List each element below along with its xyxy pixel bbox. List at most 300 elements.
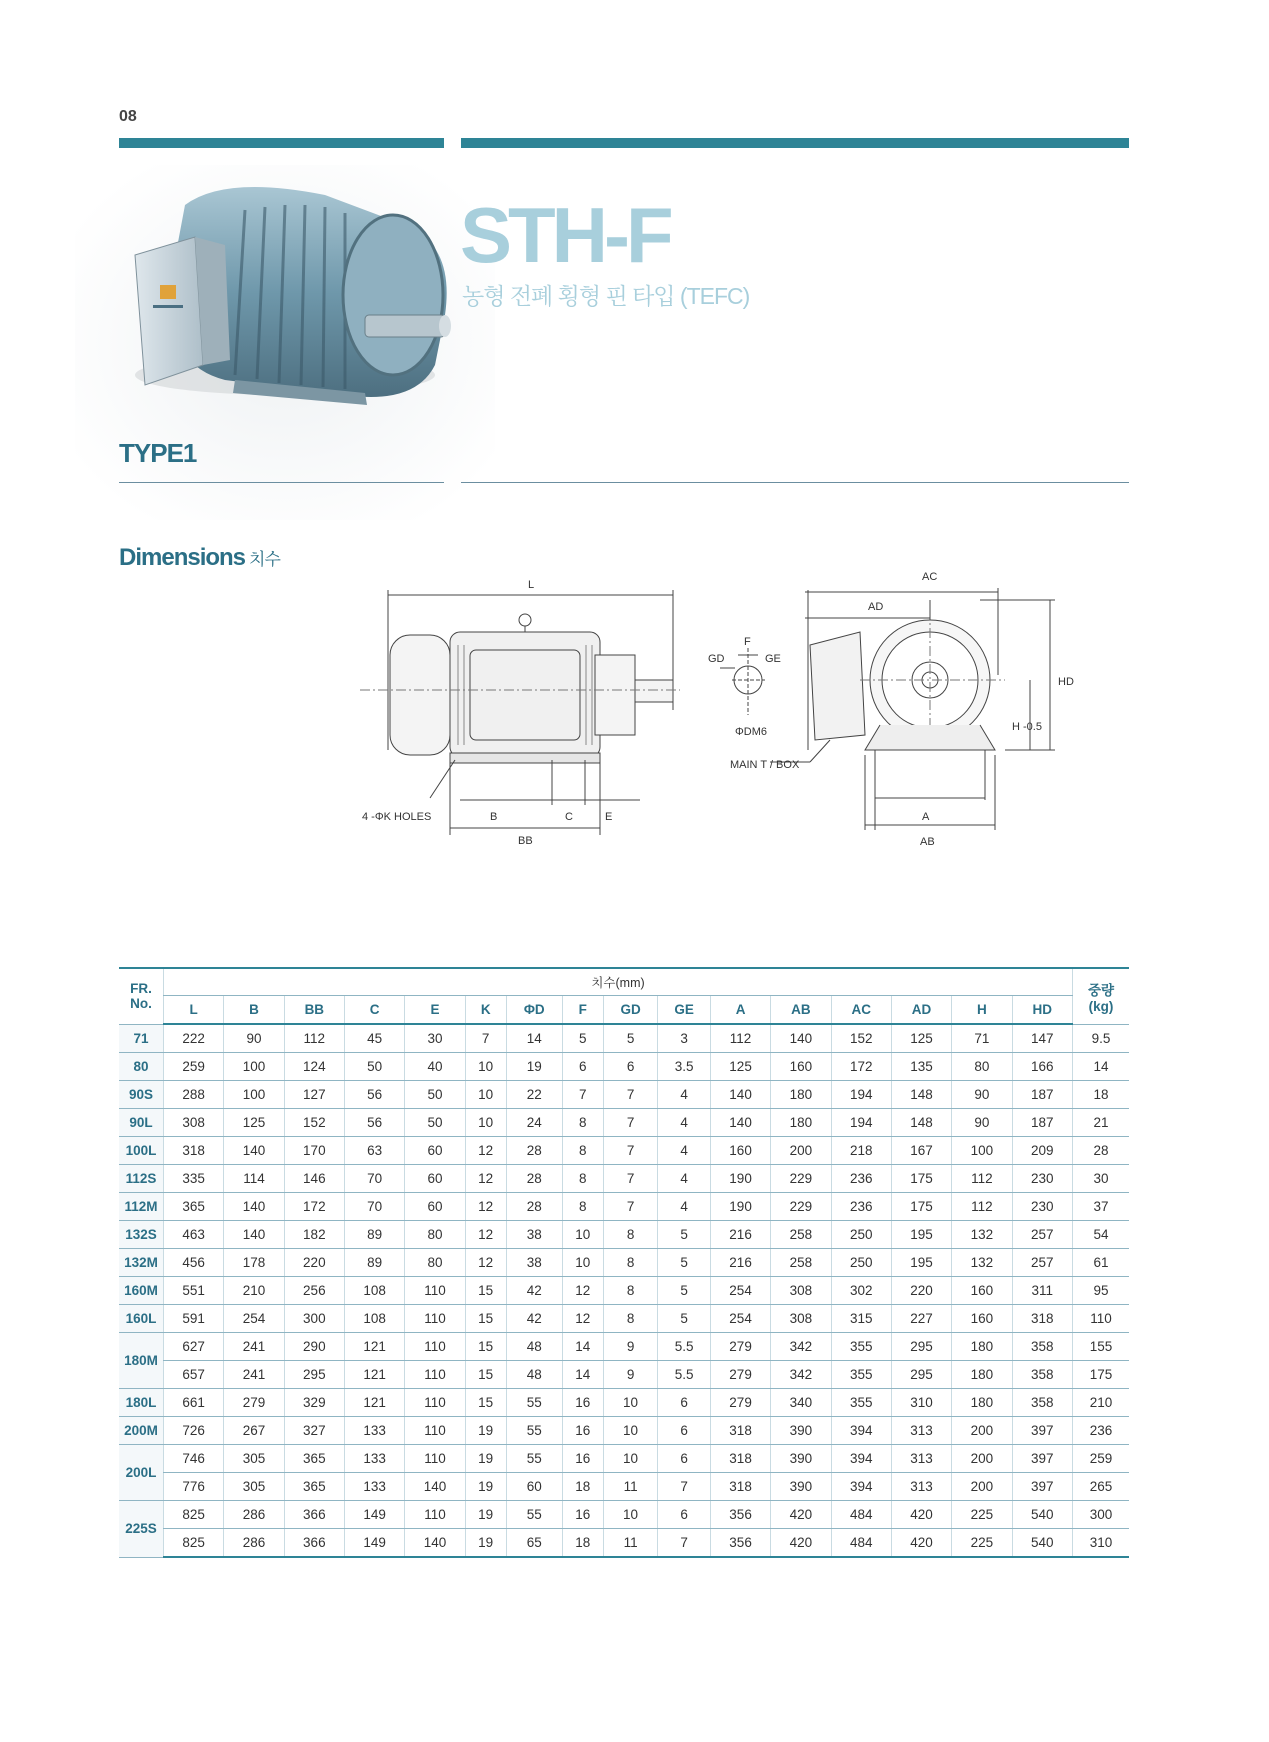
table-cell: 200 — [952, 1473, 1012, 1501]
table-cell: 7 — [603, 1137, 657, 1165]
label-DM6: ΦDM6 — [735, 726, 768, 738]
table-cell: 254 — [224, 1305, 284, 1333]
table-cell: 279 — [710, 1333, 770, 1361]
table-cell: 140 — [405, 1473, 465, 1501]
divider-right — [461, 482, 1129, 483]
table-cell: 19 — [465, 1501, 506, 1529]
table-cell: 160 — [952, 1277, 1012, 1305]
table-cell: 746 — [164, 1445, 224, 1473]
frame-number: 132M — [119, 1249, 164, 1277]
table-cell: 10 — [465, 1109, 506, 1137]
table-cell: 152 — [284, 1109, 344, 1137]
table-cell: 254 — [710, 1305, 770, 1333]
table-cell: 726 — [164, 1417, 224, 1445]
table-cell: 12 — [562, 1277, 603, 1305]
table-cell: 3.5 — [658, 1053, 711, 1081]
table-cell: 100 — [224, 1053, 284, 1081]
table-cell: 315 — [831, 1305, 891, 1333]
type-label: TYPE1 — [119, 438, 197, 468]
table-cell: 318 — [710, 1445, 770, 1473]
frame-number: 160L — [119, 1305, 164, 1333]
table-cell: 125 — [710, 1053, 770, 1081]
frame-number: 200M — [119, 1417, 164, 1445]
table-cell: 216 — [710, 1249, 770, 1277]
table-cell: 60 — [405, 1165, 465, 1193]
table-cell: 5.5 — [658, 1333, 711, 1361]
table-cell: 10 — [562, 1221, 603, 1249]
table-cell: 14 — [506, 1024, 562, 1053]
table-cell: 21 — [1073, 1109, 1130, 1137]
label-B: B — [490, 811, 498, 823]
table-cell: 18 — [1073, 1081, 1130, 1109]
divider-left — [119, 482, 444, 483]
table-cell: 288 — [164, 1081, 224, 1109]
table-cell: 5 — [658, 1277, 711, 1305]
table-cell: 308 — [771, 1305, 831, 1333]
table-cell: 175 — [891, 1165, 951, 1193]
frame-number: 80 — [119, 1053, 164, 1081]
table-cell: 14 — [562, 1333, 603, 1361]
table-cell: 225 — [952, 1529, 1012, 1558]
table-cell: 355 — [831, 1389, 891, 1417]
table-cell: 6 — [562, 1053, 603, 1081]
table-cell: 110 — [405, 1361, 465, 1389]
table-cell: 55 — [506, 1389, 562, 1417]
table-row — [119, 1137, 1129, 1165]
table-cell: 110 — [405, 1277, 465, 1305]
table-cell: 194 — [831, 1081, 891, 1109]
table-cell: 236 — [1073, 1417, 1130, 1445]
table-cell: 8 — [562, 1193, 603, 1221]
table-cell: 38 — [506, 1249, 562, 1277]
table-cell: 19 — [506, 1053, 562, 1081]
table-cell: 133 — [344, 1445, 404, 1473]
frame-number: 100L — [119, 1137, 164, 1165]
table-cell: 7 — [658, 1473, 711, 1501]
table-cell: 356 — [710, 1501, 770, 1529]
table-cell: 209 — [1012, 1137, 1072, 1165]
table-cell: 776 — [164, 1473, 224, 1501]
table-cell: 5 — [658, 1305, 711, 1333]
table-cell: 257 — [1012, 1249, 1072, 1277]
table-cell: 195 — [891, 1221, 951, 1249]
table-cell: 8 — [603, 1277, 657, 1305]
table-cell: 133 — [344, 1473, 404, 1501]
table-cell: 6 — [658, 1445, 711, 1473]
table-cell: 70 — [344, 1165, 404, 1193]
column-header: ΦD — [506, 996, 562, 1025]
table-cell: 420 — [891, 1501, 951, 1529]
table-cell: 180 — [952, 1333, 1012, 1361]
column-header: AC — [831, 996, 891, 1025]
weight-label: 중량 — [1087, 982, 1115, 998]
table-cell: 366 — [284, 1529, 344, 1558]
column-header: K — [465, 996, 506, 1025]
frame-number: 200L — [119, 1445, 164, 1501]
table-cell: 591 — [164, 1305, 224, 1333]
table-cell: 149 — [344, 1501, 404, 1529]
table-cell: 394 — [831, 1445, 891, 1473]
table-cell: 55 — [506, 1501, 562, 1529]
table-cell: 12 — [465, 1221, 506, 1249]
frame-number: 112S — [119, 1165, 164, 1193]
table-cell: 112 — [952, 1165, 1012, 1193]
column-header: AD — [891, 996, 951, 1025]
table-cell: 187 — [1012, 1109, 1072, 1137]
table-cell: 112 — [710, 1024, 770, 1053]
table-cell: 149 — [344, 1529, 404, 1558]
table-cell: 340 — [771, 1389, 831, 1417]
table-cell: 180 — [952, 1389, 1012, 1417]
table-cell: 318 — [710, 1473, 770, 1501]
table-cell: 140 — [405, 1529, 465, 1558]
table-cell: 10 — [603, 1417, 657, 1445]
table-cell: 12 — [465, 1193, 506, 1221]
table-cell: 112 — [952, 1193, 1012, 1221]
table-cell: 397 — [1012, 1417, 1072, 1445]
header-dimensions: 치수(mm) — [164, 968, 1073, 996]
table-cell: 200 — [771, 1137, 831, 1165]
table-cell: 11 — [603, 1529, 657, 1558]
table-cell: 140 — [224, 1193, 284, 1221]
table-cell: 108 — [344, 1305, 404, 1333]
table-cell: 265 — [1073, 1473, 1130, 1501]
table-cell: 222 — [164, 1024, 224, 1053]
table-cell: 30 — [405, 1024, 465, 1053]
table-cell: 195 — [891, 1249, 951, 1277]
table-cell: 230 — [1012, 1193, 1072, 1221]
label-BB: BB — [518, 835, 533, 847]
table-cell: 100 — [224, 1081, 284, 1109]
table-cell: 108 — [344, 1277, 404, 1305]
table-row — [119, 1445, 1129, 1473]
table-cell: 80 — [405, 1249, 465, 1277]
table-cell: 355 — [831, 1361, 891, 1389]
table-cell: 42 — [506, 1277, 562, 1305]
table-cell: 200 — [952, 1417, 1012, 1445]
table-cell: 112 — [284, 1024, 344, 1053]
table-cell: 5 — [603, 1024, 657, 1053]
table-cell: 463 — [164, 1221, 224, 1249]
table-cell: 236 — [831, 1193, 891, 1221]
table-cell: 63 — [344, 1137, 404, 1165]
table-cell: 295 — [284, 1361, 344, 1389]
table-cell: 7 — [603, 1165, 657, 1193]
table-cell: 327 — [284, 1417, 344, 1445]
table-row — [119, 1501, 1129, 1529]
table-cell: 15 — [465, 1277, 506, 1305]
table-cell: 220 — [284, 1249, 344, 1277]
table-cell: 167 — [891, 1137, 951, 1165]
table-cell: 229 — [771, 1165, 831, 1193]
table-cell: 140 — [224, 1221, 284, 1249]
table-cell: 18 — [562, 1473, 603, 1501]
table-cell: 358 — [1012, 1333, 1072, 1361]
table-cell: 146 — [284, 1165, 344, 1193]
table-cell: 397 — [1012, 1445, 1072, 1473]
table-cell: 6 — [658, 1389, 711, 1417]
table-cell: 180 — [771, 1109, 831, 1137]
table-cell: 56 — [344, 1081, 404, 1109]
table-cell: 172 — [831, 1053, 891, 1081]
table-cell: 8 — [562, 1137, 603, 1165]
table-cell: 10 — [603, 1501, 657, 1529]
frame-number: 71 — [119, 1024, 164, 1053]
table-cell: 236 — [831, 1165, 891, 1193]
table-cell: 305 — [224, 1445, 284, 1473]
table-cell: 241 — [224, 1361, 284, 1389]
table-cell: 9 — [603, 1361, 657, 1389]
table-cell: 6 — [603, 1053, 657, 1081]
table-cell: 7 — [562, 1081, 603, 1109]
table-cell: 456 — [164, 1249, 224, 1277]
table-cell: 329 — [284, 1389, 344, 1417]
table-cell: 60 — [405, 1137, 465, 1165]
dimensions-title-kr: 치수 — [249, 550, 280, 569]
table-cell: 286 — [224, 1501, 284, 1529]
table-cell: 216 — [710, 1221, 770, 1249]
table-cell: 218 — [831, 1137, 891, 1165]
table-cell: 18 — [562, 1529, 603, 1558]
table-cell: 12 — [465, 1137, 506, 1165]
table-cell: 390 — [771, 1445, 831, 1473]
table-cell: 5.5 — [658, 1361, 711, 1389]
table-cell: 342 — [771, 1361, 831, 1389]
table-cell: 15 — [465, 1389, 506, 1417]
table-cell: 8 — [603, 1305, 657, 1333]
table-cell: 15 — [465, 1361, 506, 1389]
header-weight — [1073, 968, 1130, 1024]
table-cell: 65 — [506, 1529, 562, 1558]
table-cell: 80 — [952, 1053, 1012, 1081]
table-cell: 56 — [344, 1109, 404, 1137]
table-cell: 140 — [710, 1081, 770, 1109]
label-F: F — [744, 636, 751, 648]
table-cell: 7 — [603, 1193, 657, 1221]
table-row — [119, 1249, 1129, 1277]
table-cell: 397 — [1012, 1473, 1072, 1501]
table-cell: 180 — [771, 1081, 831, 1109]
table-row — [119, 1109, 1129, 1137]
table-cell: 390 — [771, 1473, 831, 1501]
table-cell: 172 — [284, 1193, 344, 1221]
table-cell: 14 — [562, 1361, 603, 1389]
table-cell: 5 — [658, 1221, 711, 1249]
table-cell: 6 — [658, 1417, 711, 1445]
table-cell: 7 — [658, 1529, 711, 1558]
column-header: H — [952, 996, 1012, 1025]
table-cell: 540 — [1012, 1529, 1072, 1558]
table-cell: 365 — [284, 1445, 344, 1473]
table-cell: 60 — [506, 1473, 562, 1501]
table-cell: 295 — [891, 1361, 951, 1389]
label-E: E — [605, 811, 613, 823]
table-cell: 366 — [284, 1501, 344, 1529]
table-cell: 313 — [891, 1445, 951, 1473]
table-cell: 250 — [831, 1221, 891, 1249]
table-row — [119, 1333, 1129, 1361]
table-cell: 225 — [952, 1501, 1012, 1529]
table-cell: 825 — [164, 1529, 224, 1558]
frame-number: 90S — [119, 1081, 164, 1109]
table-cell: 50 — [344, 1053, 404, 1081]
table-cell: 125 — [891, 1024, 951, 1053]
table-cell: 95 — [1073, 1277, 1130, 1305]
table-row — [119, 1081, 1129, 1109]
model-subtitle: 농형 전폐 횡형 핀 타입 (TEFC) — [462, 283, 750, 309]
table-cell: 12 — [465, 1165, 506, 1193]
label-main-box: MAIN T / BOX — [730, 759, 800, 771]
table-cell: 55 — [506, 1445, 562, 1473]
table-cell: 657 — [164, 1361, 224, 1389]
column-header: A — [710, 996, 770, 1025]
dimensions-title: Dimensions — [119, 544, 246, 571]
table-cell: 259 — [1073, 1445, 1130, 1473]
label-A: A — [922, 811, 930, 823]
table-cell: 310 — [891, 1389, 951, 1417]
table-cell: 100 — [952, 1137, 1012, 1165]
table-cell: 110 — [405, 1305, 465, 1333]
table-cell: 55 — [506, 1417, 562, 1445]
table-cell: 48 — [506, 1361, 562, 1389]
column-header: B — [224, 996, 284, 1025]
label-H: H -0.5 — [1012, 721, 1042, 733]
table-cell: 16 — [562, 1389, 603, 1417]
table-cell: 342 — [771, 1333, 831, 1361]
table-cell: 110 — [405, 1445, 465, 1473]
table-cell: 313 — [891, 1417, 951, 1445]
table-cell: 182 — [284, 1221, 344, 1249]
table-cell: 300 — [284, 1305, 344, 1333]
table-cell: 38 — [506, 1221, 562, 1249]
table-cell: 279 — [710, 1389, 770, 1417]
dimensions-table — [119, 967, 1129, 1558]
table-cell: 279 — [224, 1389, 284, 1417]
table-row — [119, 1389, 1129, 1417]
table-cell: 28 — [506, 1193, 562, 1221]
table-row — [119, 1024, 1129, 1053]
table-cell: 71 — [952, 1024, 1012, 1053]
table-cell: 114 — [224, 1165, 284, 1193]
table-cell: 160 — [710, 1137, 770, 1165]
table-cell: 80 — [405, 1221, 465, 1249]
table-cell: 54 — [1073, 1221, 1130, 1249]
header-fr-no: FR. No. — [119, 968, 164, 1024]
table-cell: 358 — [1012, 1389, 1072, 1417]
table-cell: 308 — [164, 1109, 224, 1137]
table-cell: 16 — [562, 1501, 603, 1529]
table-cell: 45 — [344, 1024, 404, 1053]
table-cell: 28 — [1073, 1137, 1130, 1165]
table-cell: 11 — [603, 1473, 657, 1501]
table-cell: 170 — [284, 1137, 344, 1165]
column-header: HD — [1012, 996, 1072, 1025]
table-cell: 484 — [831, 1501, 891, 1529]
column-header: E — [405, 996, 465, 1025]
table-cell: 258 — [771, 1249, 831, 1277]
table-cell: 152 — [831, 1024, 891, 1053]
table-cell: 8 — [562, 1165, 603, 1193]
table-cell: 365 — [164, 1193, 224, 1221]
table-cell: 420 — [771, 1501, 831, 1529]
table-cell: 28 — [506, 1165, 562, 1193]
table-cell: 257 — [1012, 1221, 1072, 1249]
table-cell: 318 — [710, 1417, 770, 1445]
table-cell: 627 — [164, 1333, 224, 1361]
table-cell: 7 — [603, 1109, 657, 1137]
table-cell: 19 — [465, 1529, 506, 1558]
column-header: F — [562, 996, 603, 1025]
table-cell: 8 — [562, 1109, 603, 1137]
table-cell: 40 — [405, 1053, 465, 1081]
table-cell: 30 — [1073, 1165, 1130, 1193]
column-header: C — [344, 996, 404, 1025]
table-cell: 358 — [1012, 1361, 1072, 1389]
table-cell: 267 — [224, 1417, 284, 1445]
table-cell: 140 — [771, 1024, 831, 1053]
table-cell: 16 — [562, 1445, 603, 1473]
table-cell: 4 — [658, 1137, 711, 1165]
table-cell: 300 — [1073, 1501, 1130, 1529]
dimensions-heading — [119, 544, 280, 572]
table-cell: 3 — [658, 1024, 711, 1053]
table-cell: 318 — [1012, 1305, 1072, 1333]
frame-number: 160M — [119, 1277, 164, 1305]
table-cell: 310 — [1073, 1529, 1130, 1558]
table-cell: 279 — [710, 1361, 770, 1389]
table-row — [119, 1277, 1129, 1305]
table-cell: 229 — [771, 1193, 831, 1221]
table-cell: 210 — [1073, 1389, 1130, 1417]
weight-unit: (kg) — [1088, 998, 1114, 1014]
frame-number: 225S — [119, 1501, 164, 1558]
table-cell: 175 — [891, 1193, 951, 1221]
table-cell: 420 — [771, 1529, 831, 1558]
table-cell: 295 — [891, 1333, 951, 1361]
table-cell: 121 — [344, 1361, 404, 1389]
model-title: STH-F — [460, 191, 670, 279]
column-header: GE — [658, 996, 711, 1025]
table-cell: 37 — [1073, 1193, 1130, 1221]
table-cell: 10 — [603, 1389, 657, 1417]
table-row — [119, 1053, 1129, 1081]
table-cell: 140 — [224, 1137, 284, 1165]
table-row — [119, 1417, 1129, 1445]
table-cell: 7 — [603, 1081, 657, 1109]
table-cell: 311 — [1012, 1277, 1072, 1305]
table-cell: 16 — [562, 1417, 603, 1445]
table-cell: 258 — [771, 1221, 831, 1249]
table-cell: 90 — [224, 1024, 284, 1053]
table-cell: 302 — [831, 1277, 891, 1305]
table-cell: 124 — [284, 1053, 344, 1081]
label-AC: AC — [922, 571, 938, 583]
table-cell: 305 — [224, 1473, 284, 1501]
table-cell: 355 — [831, 1333, 891, 1361]
table-cell: 24 — [506, 1109, 562, 1137]
table-cell: 825 — [164, 1501, 224, 1529]
table-cell: 121 — [344, 1333, 404, 1361]
table-cell: 250 — [831, 1249, 891, 1277]
table-cell: 286 — [224, 1529, 284, 1558]
frame-number: 112M — [119, 1193, 164, 1221]
table-cell: 110 — [1073, 1305, 1130, 1333]
table-cell: 190 — [710, 1193, 770, 1221]
table-cell: 390 — [771, 1417, 831, 1445]
table-cell: 42 — [506, 1305, 562, 1333]
table-cell: 256 — [284, 1277, 344, 1305]
table-cell: 110 — [405, 1389, 465, 1417]
